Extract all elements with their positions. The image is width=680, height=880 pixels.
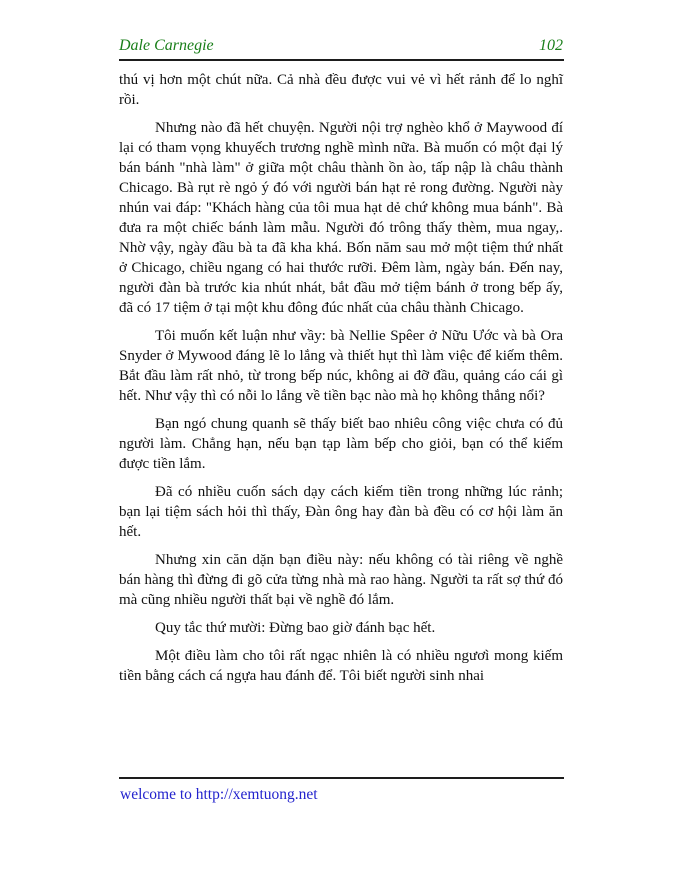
paragraph: Tôi muốn kết luận như vầy: bà Nellie Spêer ở Nữu Ước và bà Ora Snyder ở Mywood đáng lẽ lo lắng và thiết hụt thì làm việc để kiếm thêm. Bắt đầu làm rất nhỏ, từ trong bếp núc, không ai đỡ đầu, quảng cáo cái gì hết. Như vậy thì có nỗi lo lắng về tiền bạc nào mà họ không thắng nổi?	[119, 328, 563, 404]
paragraph: Một điều làm cho tôi rất ngạc nhiên là có nhiều ngươì mong kiếm tiền bằng cách cá ngựa hau đánh để. Tôi biết người sinh nhai	[119, 648, 563, 684]
paragraph: Nhưng xin căn dặn bạn điều này: nếu không có tài riêng về nghề bán hàng thì đừng đi gõ cửa từng nhà mà rao hàng. Người ta rất sợ thứ đó mà cũng nhiều người thất bại về nghề đó lắm.	[119, 552, 563, 608]
page-header	[119, 37, 563, 55]
paragraph: Quy tắc thứ mười: Đừng bao giờ đánh bạc hết.	[155, 620, 436, 636]
paragraph: Bạn ngó chung quanh sẽ thấy biết bao nhiêu công việc chưa có đủ người làm. Chẳng hạn, nếu bạn tạp làm bếp cho giỏi, bạn có thể kiếm được tiền lắm.	[119, 416, 563, 472]
paragraph: Nhưng nào đã hết chuyện. Người nội trợ nghèo khổ ở Maywood đí lại có tham vọng khuyếch trương nghề mình nữa. Bà muốn có một đại lý bán bánh "nhà làm" ở giữa một châu thành ồn ào, tấp nập là châu thành Chicago. Bà rụt rè ngỏ ý đó với người bán hạt rẻ rong đường. Người này nhún vai đáp: "Khách hàng của tôi mua hạt dẻ chứ không mua bánh". Bà đưa ra một chiếc bánh làm mẫu. Người đó trông thấy thèm, mua ngay,. Nhờ vậy, ngày đầu bà ta đã kha khá. Bốn năm sau mở một tiệm thứ nhất ở Chicago, chiều ngang có hai thước rưỡi. Đêm làm, ngày bán. Đến nay, người đàn bà trước kia nhút nhát, bắt đầu mở tiệm bánh ở trong bếp ấy, đã có 17 tiệm ở tại một khu đông đúc nhất của châu thành Chicago.	[119, 120, 563, 316]
header-rule	[119, 59, 564, 61]
footer-link[interactable]: welcome to http://xemtuong.net	[120, 786, 318, 803]
paragraph: thú vị hơn một chút nữa. Cả nhà đều được vui vẻ vì hết rảnh để lo nghĩ rồi.	[119, 72, 563, 108]
paragraph: Đã có nhiều cuốn sách dạy cách kiếm tiền trong những lúc rảnh; bạn lại tiệm sách hỏi thì thấy, Đàn ông hay đàn bà đều có cơ hội làm ăn hết.	[119, 484, 563, 540]
header-author: Dale Carnegie	[119, 37, 214, 54]
body-text	[119, 70, 563, 694]
footer-rule	[119, 777, 564, 779]
header-page-number: 102	[539, 37, 563, 54]
